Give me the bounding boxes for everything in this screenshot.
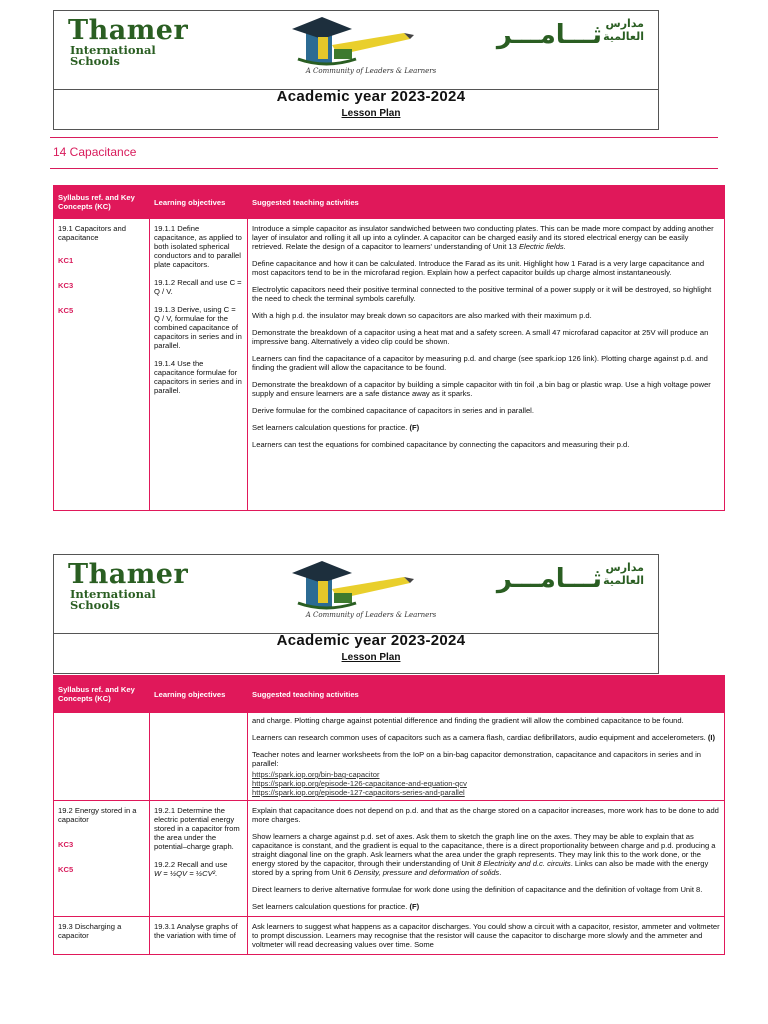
brand-arabic-big: ثـــامـــر <box>496 20 602 50</box>
activity-emphasis: Electric fields. <box>518 242 566 251</box>
brand-arabic-1: مدارس <box>605 561 644 574</box>
activity: Demonstrate the breakdown of a capacitor using a heat mat and a safety screen. A small 47 microfarad capacitor at 25V will produce an impressive bang. Alternatively a video clip could be shown. <box>252 328 709 346</box>
activity: Show learners a charge against p.d. set of axes. Ask them to sketch the graph line on the axes. They may be able to explain that as capacitance is constant, and the gradient is equal to the capacitance, there is a direct proportionality between charge and p.d. producing a straight diagonal line on the graph. Ask learners what the area under the graph represents. They may link this to the work done, or the energy stored by the capacitor, through their understanding of Unit 8 Electricity and d.c. circuits. Links can also be made with the energy stored by a spring from Unit 6 Density, pressure and deformation of solids. <box>252 832 716 877</box>
divider-bottom <box>50 168 718 169</box>
activity <box>252 902 720 911</box>
lesson-plan-title: Lesson Plan <box>341 108 401 119</box>
unit-title: 14 Capacitance <box>53 145 137 159</box>
objective: 19.1.2 Recall and use C = Q / V. <box>154 278 242 296</box>
activities-cell <box>248 801 725 917</box>
header-activities: Suggested teaching activities <box>248 676 725 713</box>
objective: 19.1.4 Use the capacitance formulae for capacitors in series and in parallel. <box>154 359 242 395</box>
syllabus-cell <box>54 801 150 917</box>
activity <box>252 733 720 742</box>
activity: Ask learners to suggest what happens as a capacitor discharges. You could show a circuit with a capacitor, resistor, ammeter and voltmeter to prompt discussion. Learners may recognise that the resistor will cause the capacitor to discharge more slowly and the ammeter and voltmeter will read decreasing values over time. Some <box>252 922 720 949</box>
brand-sub-2: Schools <box>70 598 120 612</box>
unit-ref: 8 Electricity and d.c. circuits <box>477 859 571 868</box>
activity: Learners can find the capacitance of a capacitor by measuring p.d. and charge (see spark.iop 126 link). Plotting charge against p.d. and finding the gradient will allow the capacitance to be found. <box>252 354 708 372</box>
activity-text: Set learners calculation questions for practice. <box>252 902 408 911</box>
academic-year: Academic year 2023-2024 <box>276 88 466 105</box>
objectives-cell <box>150 219 248 511</box>
brand-sub-1: International <box>70 587 156 601</box>
header-frame-2 <box>53 554 659 674</box>
activity: and charge. Plotting charge against potential difference and finding the gradient will allow the combined capacitance to be found. <box>252 716 684 725</box>
header-frame-1 <box>53 10 659 130</box>
activity-tag: (F) <box>409 423 420 432</box>
objectives-cell <box>150 801 248 917</box>
table-row <box>54 917 725 955</box>
tagline: A Community of Leaders & Learners <box>305 611 437 619</box>
kc-label: KC5 <box>58 865 74 874</box>
activities-cell <box>248 219 725 511</box>
objective: 19.2.1 Determine the electric potential energy stored in a capacitor from the area under the potential–charge graph. <box>154 806 240 851</box>
objective: 19.1.1 Define capacitance, as applied to both isolated spherical conductors and to parallel plate capacitors. <box>154 224 242 269</box>
table-row <box>54 801 725 917</box>
syllabus-cell <box>54 713 150 801</box>
table-row <box>54 713 725 801</box>
academic-year: Academic year 2023-2024 <box>276 632 466 649</box>
activity: Teacher notes and learner worksheets from the IoP on a bin-bag capacitor demonstration, capacitance and capacitors in series and in parallel: <box>252 750 701 768</box>
objectives-cell <box>150 713 248 801</box>
header-activities: Suggested teaching activities <box>248 186 725 219</box>
objectives-cell <box>150 917 248 955</box>
brand-arabic-big: ثـــامـــر <box>496 564 602 594</box>
activity-text: Learners can research common uses of capacitors such as a camera flash, cardiac defibrillators, audio equipment and accelerometers. <box>252 733 706 742</box>
brand-arabic-2: العالمية <box>603 30 644 43</box>
kc-label: KC5 <box>58 306 74 315</box>
activity: Direct learners to derive alternative formulae for work done using the definition of capacitance and the definition of voltage from Unit 8. <box>252 885 703 894</box>
objective: 19.2.2 Recall and use <box>154 860 228 869</box>
header-syllabus: Syllabus ref. and Key Concepts (KC) <box>54 676 150 713</box>
kc-label: KC3 <box>58 281 74 290</box>
brand-arabic-1: مدارس <box>605 17 644 30</box>
lesson-plan-title: Lesson Plan <box>341 652 401 663</box>
table-header-row <box>54 676 725 713</box>
activity-text: Introduce a simple capacitor as insulator sandwiched between two conducting plates. This can be made more compact by adding another layer of insulator and rolling it all up into a cylinder. A capacitor can be charged easily and its stored electrical energy can be easily retrieved. Relate the design of a capacitor to learners' understanding of Unit 13 <box>252 224 714 251</box>
iop-link[interactable]: https://spark.iop.org/bin-bag-capacitor <box>252 770 380 779</box>
objective-formula: W = ½QV = ½CV². <box>154 869 218 878</box>
header-objectives: Learning objectives <box>150 676 248 713</box>
table-header-row <box>54 186 725 219</box>
divider-top <box>50 137 718 138</box>
activity-tag: (I) <box>707 733 716 742</box>
objective: 19.3.1 Analyse graphs of the variation with time of <box>154 922 238 940</box>
activity-tag: (F) <box>409 902 420 911</box>
lesson-table-2 <box>53 675 725 955</box>
activity-text: . Links can also be made with the energy stored by a spring from Unit 6 <box>252 859 709 877</box>
activity <box>252 423 720 432</box>
activity: Define capacitance and how it can be calculated. Introduce the Farad as its unit. Highlight how 1 Farad is a very large capacitance and most capacitors tend to be in the microfarad region. Explain how a perfect capacitor builds up charge almost instantaneously. <box>252 259 705 277</box>
syllabus-cell <box>54 219 150 511</box>
syllabus-ref: 19.1 Capacitors and capacitance <box>58 224 126 242</box>
activity <box>252 224 720 251</box>
tagline: A Community of Leaders & Learners <box>305 67 437 75</box>
activity-text: Show learners a charge against p.d. set of axes. Ask them to sketch the graph line on the axes. They may be able to explain that as capacitance is constant, and the gradient is equal to the capacitance, there is a direct proportionality between charge and p.d. producing a straight diagonal line on the graph. Ask learners what the area under the graph represents. They may link this to the work done, or the energy stored by the capacitor, through their understanding of Unit <box>252 832 716 868</box>
iop-link[interactable]: https://spark.iop.org/episode-127-capacitors-series-and-parallel <box>252 788 465 797</box>
brand-sub-1: International <box>70 43 156 57</box>
activity: Explain that capacitance does not depend on p.d. and that as the charge stored on a capacitor increases, more work has to be done to add more charges. <box>252 806 719 824</box>
brand-sub-2: Schools <box>70 54 120 68</box>
activity: With a high p.d. the insulator may break down so capacitors are also marked with their maximum p.d. <box>252 311 592 320</box>
activities-cell <box>248 713 725 801</box>
kc-label: KC3 <box>58 840 74 849</box>
header-objectives: Learning objectives <box>150 186 248 219</box>
iop-link[interactable]: https://spark.iop.org/episode-126-capacitance-and-equation-qcv <box>252 779 467 788</box>
lesson-table-1 <box>53 185 725 511</box>
activity: Demonstrate the breakdown of a capacitor by building a simple capacitor with tin foil ,a bin bag or plastic wrap. Use a high voltage power supply and ensure learners are a safe distance away as it sparks. <box>252 380 711 398</box>
syllabus-cell <box>54 917 150 955</box>
header-syllabus: Syllabus ref. and Key Concepts (KC) <box>54 186 150 219</box>
activity: Electrolytic capacitors need their positive terminal connected to the positive terminal of a power supply or it will be destroyed, so highlight the need to check the terminal symbols carefully. <box>252 285 712 303</box>
table-row <box>54 219 725 511</box>
unit-ref: Density, pressure and deformation of solids <box>353 868 500 877</box>
kc-label: KC1 <box>58 256 74 265</box>
brand-arabic-2: العالمية <box>603 574 644 587</box>
activity: Derive formulae for the combined capacitance of capacitors in series and in parallel. <box>252 406 534 415</box>
objective: 19.1.3 Derive, using C = Q / V, formulae for the combined capacitance of capacitors in series and in parallel. <box>154 305 242 350</box>
activity: Learners can test the equations for combined capacitance by connecting the capacitors and measuring their p.d. <box>252 440 630 449</box>
activity-text: Set learners calculation questions for practice. <box>252 423 408 432</box>
brand-name: Thamer <box>68 15 189 46</box>
brand-name: Thamer <box>68 559 189 590</box>
syllabus-ref: 19.3 Discharging a capacitor <box>58 922 122 940</box>
syllabus-ref: 19.2 Energy stored in a capacitor <box>58 806 137 824</box>
activities-cell <box>248 917 725 955</box>
